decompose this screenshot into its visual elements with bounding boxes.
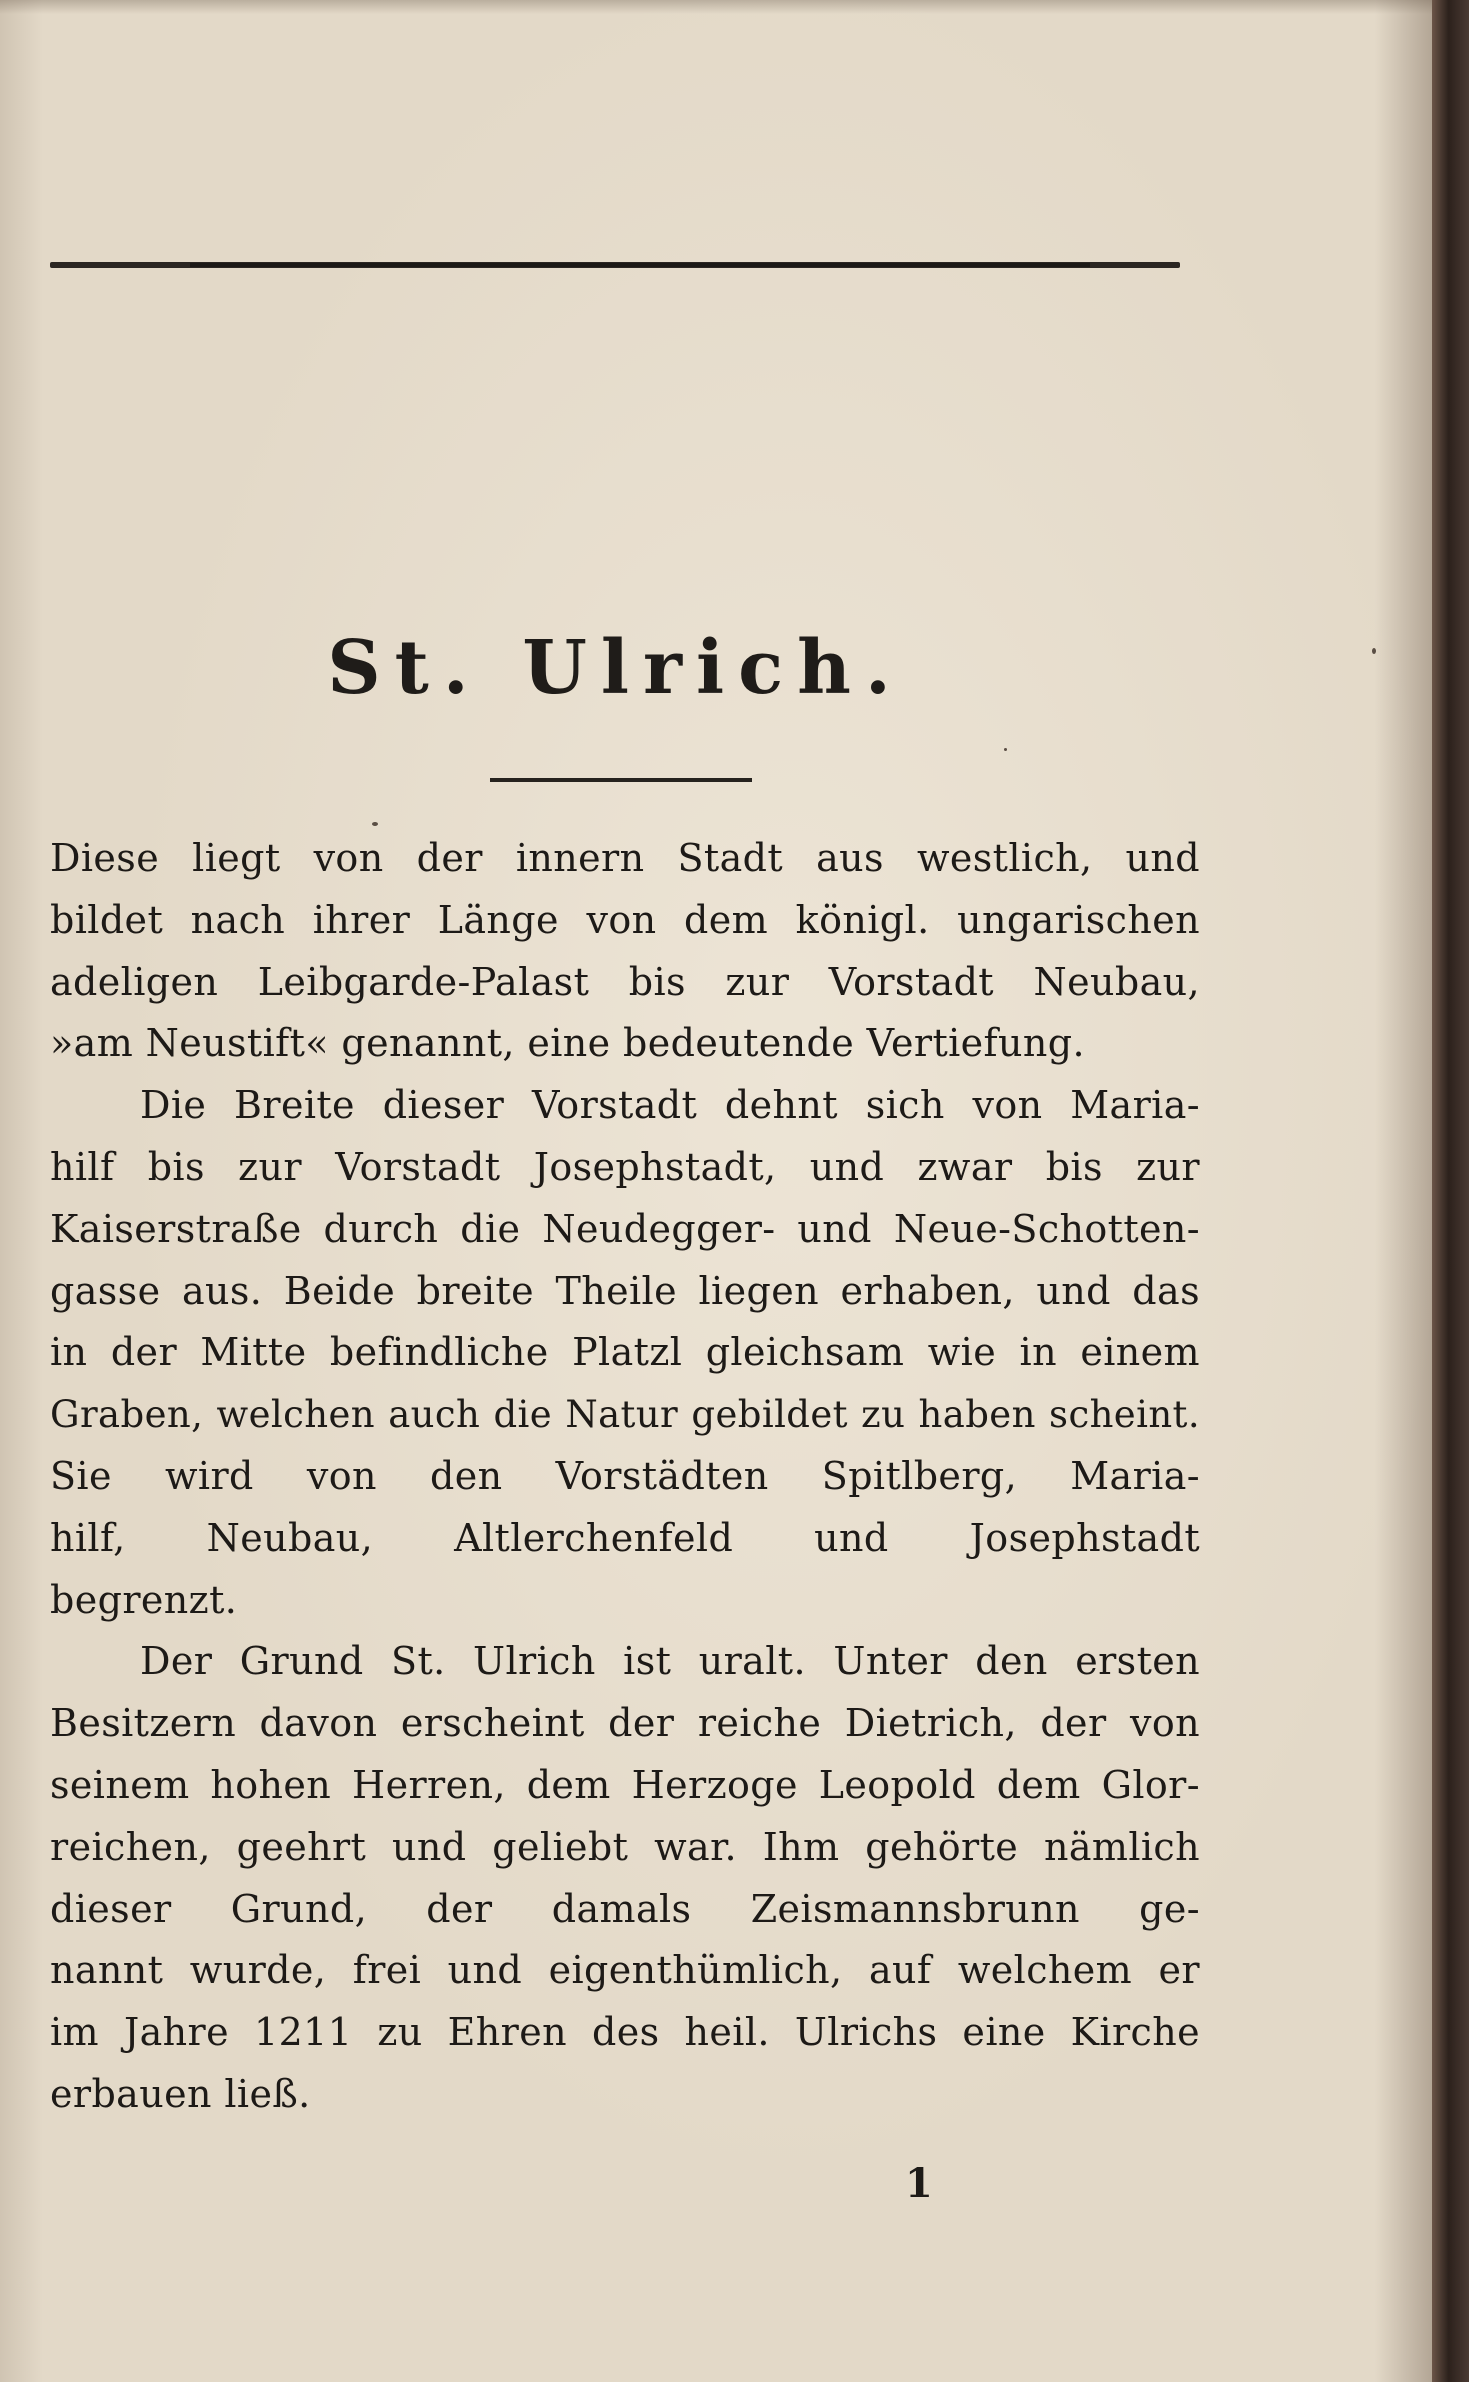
text-line: bildet nach ihrer Länge von dem königl. ungarischen [50, 897, 1200, 942]
body-text [50, 828, 1200, 2126]
text-line: Der Grund St. Ulrich ist uralt. Unter den ersten [140, 1639, 1200, 1684]
text-line: Sie wird von den Vorstädten Spitlberg, Maria- [50, 1453, 1200, 1498]
text-line: reichen, geehrt und geliebt war. Ihm gehörte nämlich [50, 1824, 1200, 1869]
text-line: hilf, Neubau, Altlerchenfeld und Josephstadt [50, 1515, 1200, 1560]
text-line: in der Mitte befindliche Platzl gleichsam wie in einem [50, 1330, 1200, 1375]
paragraph-1 [50, 828, 1200, 1075]
page-number: 1 [905, 2160, 933, 2207]
text-line: hilf bis zur Vorstadt Josephstadt, und zwar bis zur [50, 1144, 1200, 1189]
text-line: Kaiserstraße durch die Neudegger- und Neue-Schotten- [50, 1206, 1200, 1251]
book-spine [1432, 0, 1469, 2382]
text-line: erbauen ließ. [50, 2071, 311, 2116]
paper-speck [1372, 648, 1376, 654]
text-line: Besitzern davon erscheint der reiche Dietrich, der von [50, 1701, 1200, 1746]
chapter-title: St. Ulrich. [327, 625, 905, 711]
text-line: im Jahre 1211 zu Ehren des heil. Ulrichs eine Kirche [50, 2010, 1200, 2055]
paper-speck [1004, 748, 1007, 751]
text-line: nannt wurde, frei und eigenthümlich, auf welchem er [50, 1948, 1200, 1993]
text-line: »am Neustift« genannt, eine bedeutende Vertiefung. [50, 1021, 1085, 1066]
paragraph-3 [50, 1631, 1200, 2125]
text-line: Die Breite dieser Vorstadt dehnt sich von Maria- [140, 1083, 1200, 1128]
text-line: dieser Grund, der damals Zeismannsbrunn ge- [50, 1886, 1200, 1931]
paper-speck [372, 822, 378, 826]
text-line: begrenzt. [50, 1577, 238, 1622]
text-line: gasse aus. Beide breite Theile liegen erhaben, und das [50, 1268, 1200, 1313]
text-line: Diese liegt von der innern Stadt aus westlich, und [50, 836, 1200, 880]
text-line: seinem hohen Herren, dem Herzoge Leopold dem Glor- [50, 1762, 1200, 1807]
header-rule [50, 262, 1180, 268]
text-line: Graben, welchen auch die Natur gebildet zu haben scheint. [50, 1393, 1200, 1437]
text-line: adeligen Leibgarde-Palast bis zur Vorstadt Neubau, [50, 959, 1200, 1004]
title-underline [490, 778, 752, 782]
paragraph-2 [50, 1075, 1200, 1631]
page-edge-shadow [0, 0, 1432, 14]
